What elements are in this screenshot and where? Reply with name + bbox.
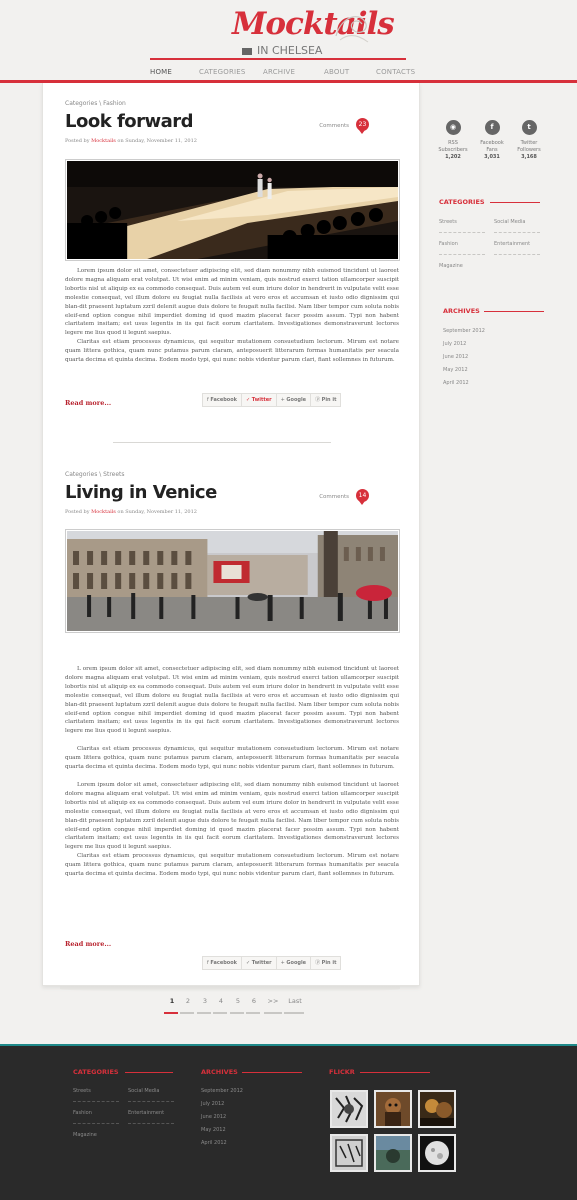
rss-count: 1,202 <box>445 154 461 160</box>
share-twitter[interactable]: ✓ Twitter <box>242 957 277 969</box>
title-underline <box>484 311 544 312</box>
author-link[interactable]: Mocktails <box>91 509 116 515</box>
title-underline <box>125 1072 173 1073</box>
title-underline <box>242 1072 302 1073</box>
page-indicator <box>197 1012 211 1014</box>
logo-subtitle: IN CHELSEA <box>257 44 323 57</box>
post-paragraph: Claritas est etiam processus dynamicus, qui sequitur mutationem consuetudium lectorum. Mirum est notare quam littera gothica, quam nunc putamus parum claram, anteposuerit litterarum formas humanitatis per seacula quarta decima et quinta decima. Eodem modo typi, qui nunc nobis videntur parum clari, fiant sollemnes in futurum. <box>65 853 399 878</box>
divider <box>439 254 485 255</box>
main-nav <box>150 66 416 80</box>
category-link[interactable]: Magazine <box>439 263 463 269</box>
post-meta: Posted by Mocktails on Sunday, November 11, 2012 <box>65 509 197 515</box>
card-shadow <box>60 986 400 992</box>
share-bar <box>202 393 341 407</box>
share-facebook[interactable]: f Facebook <box>203 394 242 406</box>
divider <box>73 1123 119 1124</box>
post-paragraph: Lorem ipsum dolor sit amet, consectetuer adipiscing elit, sed diam nonummy nibh euismod tincidunt ut laoreet dolore magna aliquam erat volutpat. Ut wisi enim ad minim veniam, quis nostrud exerci tation ullamcorper suscipit lobortis nisl ut aliquip ex ea commodo consequat. Duis autem vel eum iriure dolor in hendrerit in vulputate velit esse molestie consequat, vel illum dolore eu feugiat nulla facilisis at vero eros et accumsan et iusto odio dignissim qui blan-dit praesent luptatum zzril delenit augue duis dolore te feugait nulla facilisi. Nam liber tempor cum soluta nobis eleif-end option congue nihil imperdiet doming id quod mazim placerat facer possim assum. Typi non habent claritatem insitam; est usus legentis in iis qui facit eorum claritatem. Investigationes demonstraverunt lectores legere me lius quod ii legunt saepius. <box>65 268 399 337</box>
venice-photo <box>67 531 398 631</box>
post-paragraph: Claritas est etiam processus dynamicus, qui sequitur mutationem consuetudium lectorum. Mirum est notare quam littera gothica, quam nunc putamus parum claram, anteposuerit litterarum formas humanitatis per seacula quarta decima et quinta decima. Eodem modo typi, qui nunc nobis videntur parum clari, fiant sollemnes in futurum. <box>65 746 399 771</box>
archive-link[interactable]: July 2012 <box>443 341 467 347</box>
flickr-thumbnail[interactable] <box>418 1090 456 1128</box>
title-underline <box>490 202 540 203</box>
facebook-stat[interactable]: f Facebook Fans 3,031 <box>472 120 512 161</box>
divider <box>494 232 540 233</box>
footer-flickr-title: FLICKR <box>329 1068 355 1076</box>
post-header <box>65 471 399 515</box>
category-link[interactable]: Streets <box>439 219 457 225</box>
twitter-icon: t <box>522 120 537 135</box>
divider <box>128 1123 174 1124</box>
twitter-count: 3,168 <box>521 154 537 160</box>
category-link[interactable]: Social Media <box>128 1088 160 1094</box>
share-facebook[interactable]: f Facebook <box>203 957 242 969</box>
archive-link[interactable]: May 2012 <box>201 1127 226 1133</box>
comment-count-badge[interactable]: 14 <box>356 489 369 502</box>
author-link[interactable]: Mocktails <box>91 138 116 144</box>
comments-label[interactable]: Comments <box>319 494 349 500</box>
read-more-link[interactable]: Read more... <box>65 940 112 948</box>
flickr-thumbnail[interactable] <box>418 1134 456 1172</box>
page-indicator <box>246 1012 260 1014</box>
post-body <box>65 267 399 365</box>
divider <box>73 1101 119 1102</box>
archive-link[interactable]: June 2012 <box>201 1114 227 1120</box>
comment-count-badge[interactable]: 23 <box>356 118 369 131</box>
flickr-thumbnail[interactable] <box>330 1134 368 1172</box>
page-next[interactable]: >> <box>267 997 279 1005</box>
category-link[interactable]: Streets <box>73 1088 91 1094</box>
title-underline <box>360 1072 430 1073</box>
share-google[interactable]: + Google <box>277 957 311 969</box>
post-title[interactable]: Look forward <box>65 111 194 132</box>
page-5[interactable]: 5 <box>235 997 241 1005</box>
page-3[interactable]: 3 <box>202 997 208 1005</box>
page-1[interactable]: 1 <box>169 997 175 1005</box>
divider <box>439 232 485 233</box>
divider <box>128 1101 174 1102</box>
flickr-thumbnail[interactable] <box>330 1090 368 1128</box>
archive-link[interactable]: September 2012 <box>443 328 485 334</box>
nav-archive[interactable]: ARCHIVE <box>263 68 296 76</box>
runway-photo <box>67 161 398 259</box>
footer-archives-title: ARCHIVES <box>201 1068 238 1076</box>
flickr-thumbnail[interactable] <box>374 1134 412 1172</box>
page-indicator <box>164 1012 178 1014</box>
post-paragraph: Lorem ipsum dolor sit amet, consectetuer adipiscing elit, sed diam nonummy nibh euismod tincidunt ut laoreet dolore magna aliquam erat volutpat. Ut wisi enim ad minim veniam, quis nostrud exerci tation ullamcorper suscipit lobortis nisl ut aliquip ex ea commodo consequat. Duis autem vel eum iriure dolor in hendrerit in vulputate velit esse molestie consequat, vel illum dolore eu feugiat nulla facilisis at vero eros et accumsan et iusto odio dignissim qui blan-dit praesent luptatum zzril delenit augue duis dolore te feugait nulla facilisi. Nam liber tempor cum soluta nobis eleif-end option congue nihil imperdiet doming id quod mazim placerat facer possim assum. Typi non habent claritatem insitam; est usus legentis in iis qui facit eorum claritatem. Investigationes demonstraverunt lectores legere me lius quod ii legunt saepius. <box>65 781 399 851</box>
category-link[interactable]: Magazine <box>73 1132 97 1138</box>
share-pinit[interactable]: ⓟ Pin it <box>315 960 337 966</box>
comments-label[interactable]: Comments <box>319 123 349 129</box>
nav-categories[interactable]: CATEGORIES <box>199 68 246 76</box>
breadcrumb: Categories \ Streets <box>65 471 125 478</box>
post-image[interactable] <box>65 529 400 633</box>
archive-link[interactable]: April 2012 <box>443 380 469 386</box>
post-title[interactable]: Living in Venice <box>65 482 217 503</box>
nav-about[interactable]: ABOUT <box>324 68 350 76</box>
post-body <box>65 665 399 879</box>
logo-swirl-icon <box>332 6 372 46</box>
archive-link[interactable]: May 2012 <box>443 367 468 373</box>
page-2[interactable]: 2 <box>185 997 191 1005</box>
category-link[interactable]: Fashion <box>439 241 458 247</box>
category-link[interactable]: Social Media <box>494 219 526 225</box>
share-google[interactable]: + Google <box>277 394 311 406</box>
page-indicator <box>230 1012 244 1014</box>
main-content <box>42 83 420 986</box>
post-paragraph: Claritas est etiam processus dynamicus, qui sequitur mutationem consuetudium lectorum. Mirum est notare quam littera gothica, quam nunc putamus parum claram, anteposuerit litterarum formas humanitatis per seacula quarta decima et quinta decima. Eodem modo typi, qui nunc nobis videntur parum clari, fiant sollemnes in futurum. <box>65 339 399 364</box>
nav-contacts[interactable]: CONTACTS <box>376 68 416 76</box>
page-indicator <box>284 1012 304 1014</box>
post-header <box>65 100 399 144</box>
nav-home[interactable]: HOME <box>150 68 173 76</box>
page-6[interactable]: 6 <box>251 997 257 1005</box>
rss-icon: ◉ <box>446 120 461 135</box>
facebook-count: 3,031 <box>484 154 500 160</box>
archive-link[interactable]: September 2012 <box>201 1088 243 1094</box>
page-4[interactable]: 4 <box>218 997 224 1005</box>
sidebar-categories-title: CATEGORIES <box>439 198 485 206</box>
read-more-link[interactable]: Read more... <box>65 399 112 407</box>
page-last[interactable]: Last <box>288 997 302 1005</box>
footer-categories-title: CATEGORIES <box>73 1068 119 1076</box>
archive-link[interactable]: June 2012 <box>443 354 469 360</box>
category-link[interactable]: Fashion <box>73 1110 92 1116</box>
post-meta: Posted by Mocktails on Sunday, November 11, 2012 <box>65 138 197 144</box>
flickr-thumbnail[interactable] <box>374 1090 412 1128</box>
share-pinit[interactable]: ⓟ Pin it <box>315 397 337 403</box>
rss-stat[interactable]: ◉ RSS Subscribers 1,202 <box>433 120 473 161</box>
sidebar-archives-title: ARCHIVES <box>443 307 480 315</box>
flag-icon <box>242 48 252 55</box>
breadcrumb: Categories \ Fashion <box>65 100 126 107</box>
page-indicator <box>213 1012 227 1014</box>
category-link[interactable]: Entertainment <box>494 241 531 247</box>
page-indicator <box>180 1012 194 1014</box>
site-logo[interactable] <box>232 6 394 60</box>
post-image[interactable] <box>65 159 400 261</box>
post-divider <box>113 442 331 443</box>
page-indicator <box>264 1012 282 1014</box>
logo-underline <box>150 58 406 60</box>
twitter-stat[interactable]: t Twitter Followers 3,168 <box>509 120 549 161</box>
post-paragraph: L orem ipsum dolor sit amet, consectetuer adipiscing elit, sed diam nonummy nibh euismod tincidunt ut laoreet dolore magna aliquam erat volutpat. Ut wisi enim ad minim veniam, quis nostrud exerci tation ullamcorper suscipit lobortis nisl ut aliquip ex ea commodo consequat. Duis autem vel eum iriure dolor in hendrerit in vulputate velit esse molestie consequat, vel illum dolore eu feugiat nulla facilisis at vero eros et accumsan et iusto odio dignissim qui blan-dit praesent luptatum zzril delenit augue duis dolore te feugait nulla facilisi. Nam liber tempor cum soluta nobis eleif-end option congue nihil imperdiet doming id quod mazim placerat facer possim assum. Typi non habent claritatem insitam; est usus legentis in iis qui facit eorum claritatem. Investigationes demonstraverunt lectores legere me lius quod ii legunt saepius. <box>65 666 399 735</box>
archive-link[interactable]: April 2012 <box>201 1140 227 1146</box>
divider <box>494 254 540 255</box>
share-twitter[interactable]: ✓ Twitter <box>242 394 277 406</box>
logo-text: Mocktails <box>232 6 394 42</box>
archive-link[interactable]: July 2012 <box>201 1101 225 1107</box>
site-footer <box>0 1044 577 1200</box>
facebook-icon: f <box>485 120 500 135</box>
category-link[interactable]: Entertainment <box>128 1110 165 1116</box>
share-bar <box>202 956 341 970</box>
